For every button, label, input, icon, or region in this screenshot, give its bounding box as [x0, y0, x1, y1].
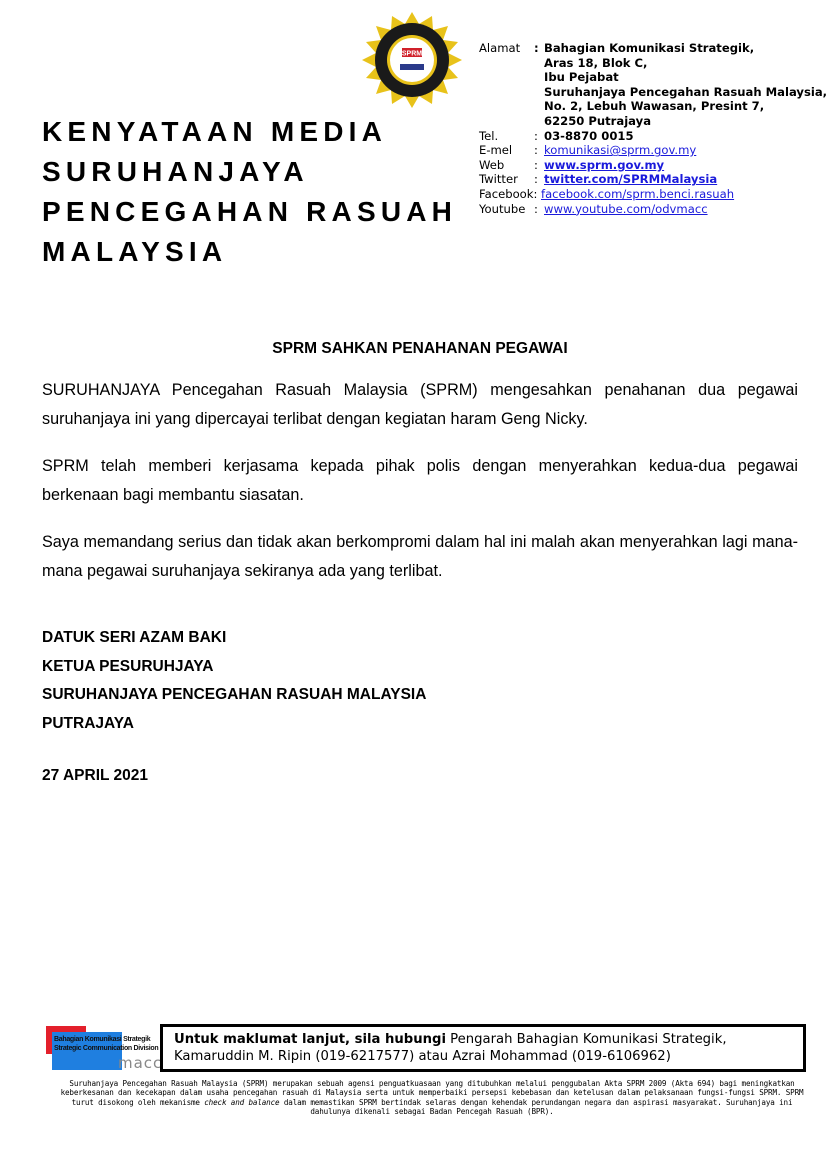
email-label: E-mel — [479, 143, 513, 158]
youtube-label: Youtube — [479, 201, 526, 216]
email-link[interactable]: komunikasi@sprm.gov.my — [544, 143, 697, 158]
address-label: Alamat — [479, 41, 521, 55]
youtube-link[interactable]: www.youtube.com/odvmacc — [544, 201, 708, 216]
contact-persons: Kamaruddin M. Ripin (019-6217577) atau Azrai Mohammad (019-6106962) — [174, 1049, 671, 1064]
web-link[interactable]: www.sprm.gov.my — [544, 157, 665, 172]
title-line: MALAYSIA — [42, 236, 228, 267]
facebook-label: Facebook: — [479, 186, 538, 201]
tel-value: 03-8870 0015 — [544, 128, 634, 143]
title-line: PENCEGAHAN RASUAH — [42, 196, 458, 227]
web-label: Web — [479, 157, 505, 172]
statement-body — [42, 376, 798, 604]
contact-lead: Untuk maklumat lanjut, sila hubungi — [174, 1032, 446, 1047]
statement-heading: SPRM SAHKAN PENAHANAN PEGAWAI — [272, 340, 568, 357]
contact-box — [160, 1024, 806, 1072]
signatory-title: KETUA PESURUHJAYA — [42, 657, 214, 675]
paragraph: Saya memandang serius dan tidak akan berkompromi dalam hal ini malah akan menyerahkan lagi mana-mana pegawai suruhanjaya sekiranya ada yang terlibat. — [42, 533, 798, 580]
address-line: Ibu Pejabat — [544, 70, 619, 85]
statement-date: 27 APRIL 2021 — [42, 767, 148, 784]
title-line: KENYATAAN MEDIA — [42, 116, 388, 147]
note-italic: check and balance — [204, 1097, 280, 1107]
twitter-label: Twitter — [479, 172, 518, 187]
division-logo: Bahagian Komunikasi Strategik Strategic Communication Division macc — [46, 1026, 158, 1070]
address-line: Bahagian Komunikasi Strategik, — [544, 41, 755, 55]
tel-label: Tel. — [479, 128, 499, 143]
title-line: SURUHANJAYA — [42, 156, 309, 187]
note-text: Suruhanjaya Pencegahan Rasuah Malaysia (SPRM) merupakan sebuah agensi penguatkuasaan yang ditubuhkan melalui penggubalan Akta SPRM 2009 (Akta 694) bagi meningkatkan keberkesanan dan kecekapan dalam usaha pencegahan rasuah di Malaysia serta untuk memperbaiki persepsi kebebasan dan ketelusan dalam pelaksanaan fungsi-fungsi SPRM. SPRM turut disokong oleh mekanisme — [60, 1079, 804, 1107]
contact-block: Alamat : Bahagian Komunikasi Strategik, Aras 18, Blok C, Ibu Pejabat Suruhanjaya Pencegahan Rasuah Malaysia, No. 2, Lebuh Wawasan, Presint 7, 62250 Putrajaya Tel. : 03-8870 0015 E-mel : komunikasi@sprm.gov.my Web : www.sprm.gov.my Twitter : twitter.com/SPRMMalaysia Facebook: facebook.com/sprm.benci.rasuah Youtube : www.youtube.com/odvmacc — [479, 41, 828, 216]
address-line: 62250 Putrajaya — [544, 113, 652, 128]
svg-text:SPRM: SPRM — [401, 50, 423, 58]
signature-block — [42, 624, 426, 738]
address-line: No. 2, Lebuh Wawasan, Presint 7, — [544, 99, 765, 114]
document-title — [42, 112, 457, 272]
address-line: Aras 18, Blok C, — [544, 55, 648, 70]
paragraph: SURUHANJAYA Pencegahan Rasuah Malaysia (SPRM) mengesahkan penahanan dua pegawai suruhanjaya ini yang dipercayai terlibat dengan kegiatan haram Geng Nicky. — [42, 381, 798, 428]
footer-note — [52, 1079, 812, 1117]
signatory-organization: SURUHANJAYA PENCEGAHAN RASUAH MALAYSIA — [42, 686, 427, 703]
signatory-location: PUTRAJAYA — [42, 714, 134, 732]
paragraph: SPRM telah memberi kerjasama kepada pihak polis dengan menyerahkan kedua-dua pegawai berkenaan bagi membantu siasatan. — [42, 457, 798, 504]
address-line: Suruhanjaya Pencegahan Rasuah Malaysia, — [544, 84, 828, 99]
signatory-name: DATUK SERI AZAM BAKI — [42, 629, 227, 646]
sprm-seal-logo — [362, 12, 462, 108]
facebook-link[interactable]: facebook.com/sprm.benci.rasuah — [541, 186, 735, 201]
contact-text: Pengarah Bahagian Komunikasi Strategik, — [445, 1032, 727, 1047]
note-text: dalam memastikan SPRM bertindak selaras dengan kehendak perundangan negara dan aspirasi masyarakat. Suruhanjaya ini dahulunya dikenali sebagai Badan Pencegah Rasuah (BPR). — [279, 1097, 793, 1117]
twitter-link[interactable]: twitter.com/SPRMMalaysia — [544, 172, 718, 187]
